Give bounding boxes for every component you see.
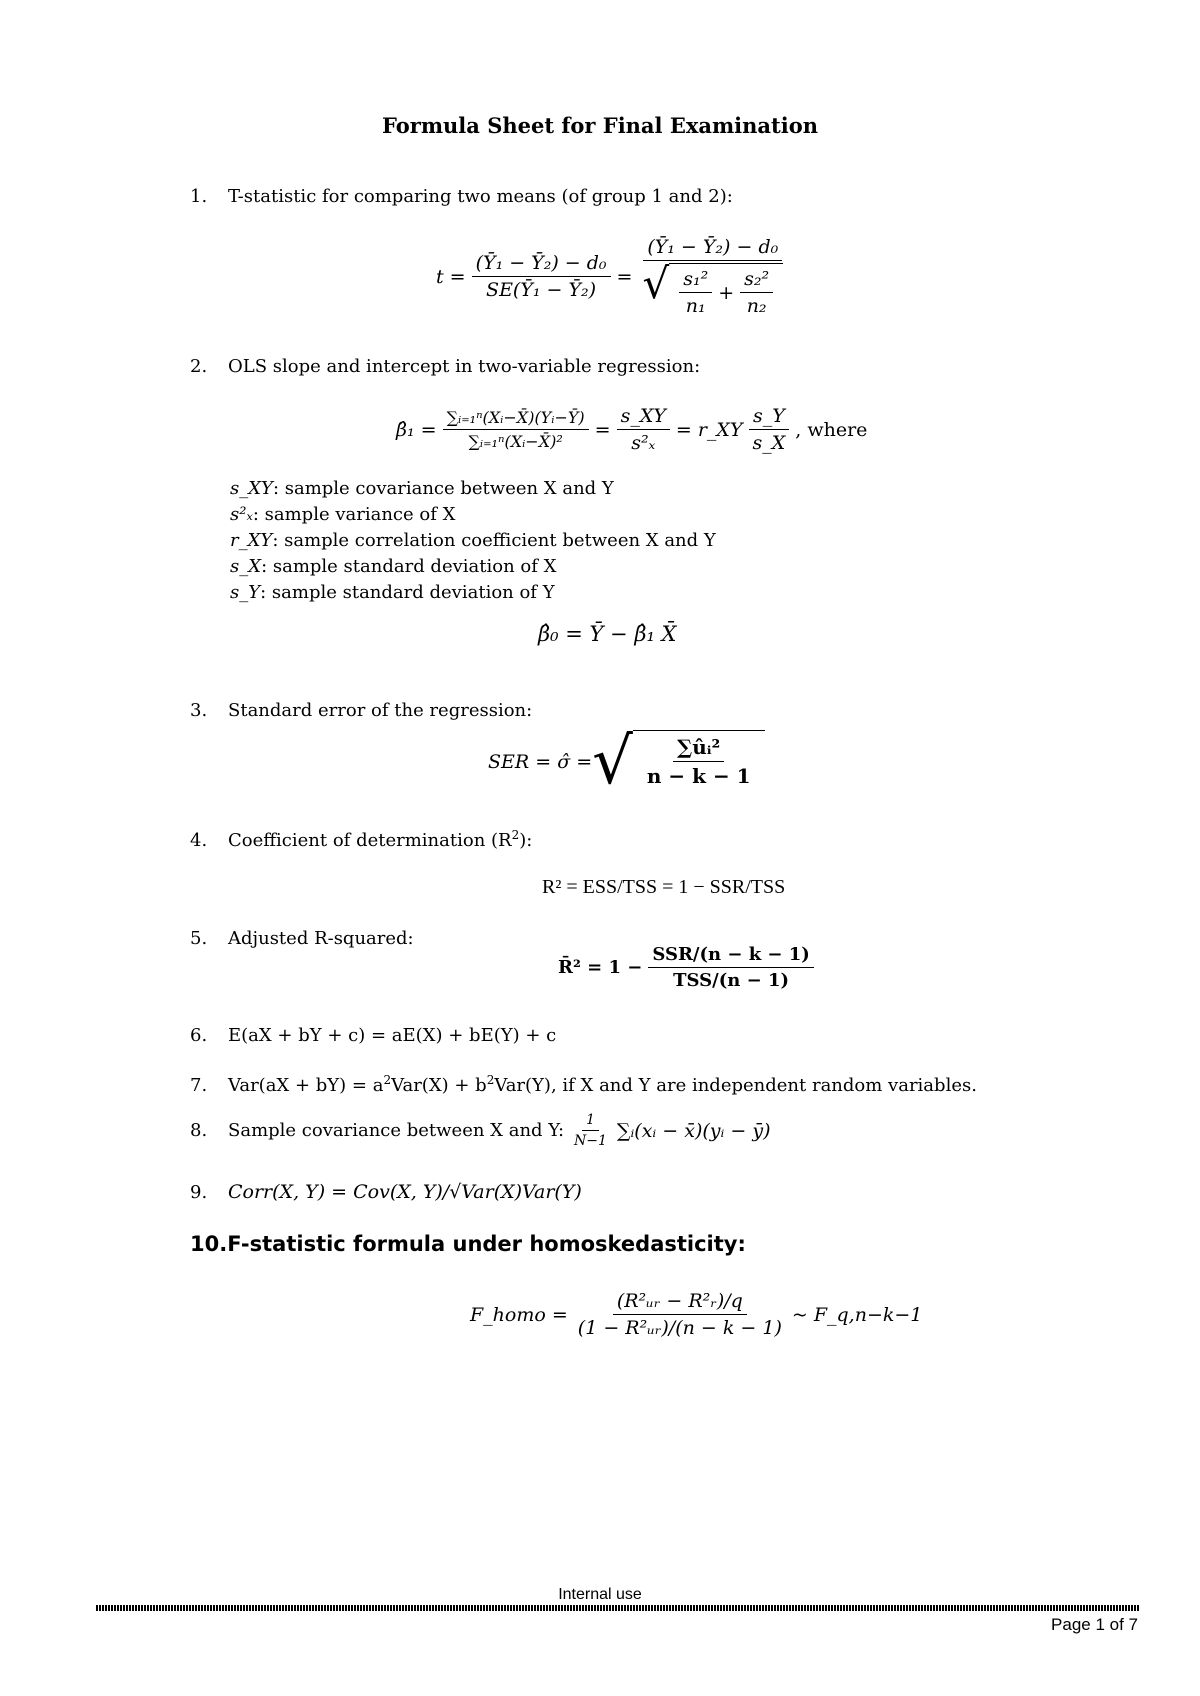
item-1: [190, 186, 733, 207]
page-title: Formula Sheet for Final Examination: [381, 113, 818, 138]
numerator: (R²ᵤᵣ − R²ᵣ)/q: [613, 1290, 747, 1315]
numerator: s₁²: [679, 268, 712, 293]
formula-part: ~ F_q,n−k−1: [791, 1303, 923, 1326]
footer-internal-use: Internal use: [558, 1586, 642, 1603]
numerator: (Ȳ₁ − Ȳ₂) − d₀: [472, 252, 611, 277]
item-text: Coefficient of determination (R: [228, 830, 512, 851]
formula-part: r_XY: [697, 418, 743, 441]
definition: s_Y: sample standard deviation of Y: [230, 582, 555, 603]
formula-part: t =: [436, 265, 466, 288]
definition: s²ₓ: sample variance of X: [230, 504, 456, 525]
page-number: Page 1 of 7: [1051, 1615, 1138, 1634]
item-3: [190, 700, 532, 721]
item-number: 8.: [190, 1120, 208, 1141]
item-text: Standard error of the regression:: [228, 700, 533, 721]
formula-f-statistic: [470, 1290, 922, 1339]
item-number: 4.: [190, 830, 208, 851]
item-number: 10.: [190, 1232, 228, 1256]
definition: s_XY: sample covariance between X and Y: [230, 478, 614, 499]
denominator: N−1: [574, 1133, 607, 1149]
denominator: (1 − R²ᵤᵣ)/(n − k − 1): [577, 1317, 782, 1339]
square-root: √ $\frac{\text{s₁²}}{\text{n₁}}$ + $\frac{\text{s₂²}}{\text{n₂}}$: [642, 263, 783, 317]
item-2: [190, 356, 700, 377]
item-text: Sample covariance between X and Y:: [228, 1120, 565, 1141]
denominator: s²ₓ: [631, 432, 656, 454]
definition: s_X: sample standard deviation of X: [230, 556, 557, 577]
item-9: [190, 1181, 582, 1203]
item-10-heading: [190, 1232, 746, 1256]
item-number: 3.: [190, 700, 208, 721]
denominator: n − k − 1: [646, 764, 751, 788]
denominator: [638, 261, 787, 317]
formula-part: ∑ᵢ(xᵢ − x̄)(yᵢ − ȳ): [616, 1119, 771, 1142]
item-text: Adjusted R-squared:: [228, 928, 414, 949]
item-number: 7.: [190, 1075, 208, 1096]
item-text: Var(aX + bY) = a: [228, 1075, 384, 1096]
item-text: F-statistic formula under homoskedasticity:: [227, 1232, 746, 1256]
item-number: 2.: [190, 356, 208, 377]
denominator: ∑ᵢ₌₁ⁿ(Xᵢ−X̄)²: [468, 432, 563, 451]
numerator: s_XY: [617, 405, 670, 430]
fraction: [472, 252, 611, 301]
superscript: 2: [486, 1073, 495, 1087]
item-number: 6.: [190, 1025, 208, 1046]
item-4: [190, 828, 532, 851]
denominator: SE(Ȳ₁ − Ȳ₂): [486, 279, 597, 301]
item-number: 5.: [190, 928, 208, 949]
item-text: ):: [519, 830, 533, 851]
definitions-list: [230, 476, 716, 606]
item-text: T-statistic for comparing two means (of group 1 and 2):: [228, 186, 733, 207]
item-7: [190, 1073, 977, 1096]
item-text: OLS slope and intercept in two-variable regression:: [228, 356, 701, 377]
item-text: Var(Y), if X and Y are independent random variables.: [494, 1075, 977, 1096]
formula-t-statistic: t = $\frac{\text{(Ȳ₁ − Ȳ₂) − d₀}}{\text{SE(Ȳ₁ − Ȳ₂)}}$ = (Ȳ₁ − Ȳ₂) − d₀ √ $\frac{\text{s₁²}}{\text{n₁}}$ + $\frac{\text{s₂²}}{\text{n₂}}$: [436, 236, 793, 317]
superscript: 2: [511, 828, 520, 842]
numerator: ∑ûᵢ²: [673, 735, 724, 762]
item-8: [190, 1112, 770, 1149]
formula-correlation: Corr(X, Y) = Cov(X, Y)/√Var(X)Var(Y): [228, 1181, 582, 1203]
numerator: (Ȳ₁ − Ȳ₂) − d₀: [643, 236, 782, 261]
fraction: [638, 236, 787, 317]
denominator: n₁: [685, 295, 706, 317]
formula-ols-intercept: β̂₀ = Ȳ − β̂₁ X̄: [538, 622, 677, 646]
footer-divider: [96, 1605, 1140, 1611]
formula-part: F_homo =: [470, 1303, 568, 1326]
item-6: [190, 1025, 556, 1046]
formula-part: , where: [795, 418, 868, 441]
square-root: √ $\frac{\text{∑ûᵢ²}}{n - k - 1}$: [592, 730, 764, 794]
item-number: 9.: [190, 1182, 208, 1203]
numerator: 1: [582, 1112, 599, 1131]
formula-part: SER = σ̂ =: [488, 751, 593, 773]
item-number: 1.: [190, 186, 208, 207]
denominator: s_X: [752, 432, 786, 454]
superscript: 2: [383, 1073, 392, 1087]
numerator: s_Y: [749, 405, 789, 430]
formula-r-squared: R² = ESS/TSS = 1 − SSR/TSS: [542, 876, 786, 898]
numerator: SSR/(n − k − 1): [648, 944, 813, 968]
item-text: E(aX + bY + c) = aE(X) + bE(Y) + c: [228, 1025, 557, 1046]
formula-adjusted-r-squared: [558, 944, 820, 991]
definition: r_XY: sample correlation coefficient between X and Y: [230, 530, 716, 551]
item-5: [190, 928, 414, 949]
denominator: TSS/(n − 1): [673, 970, 789, 991]
formula-ser: [488, 725, 765, 799]
formula-part: β̂₁ =: [396, 418, 437, 441]
formula-ols-slope: β̂₁ = $\frac{\text{∑ᵢ₌₁ⁿ(Xᵢ−X̄)(Yᵢ−Ȳ)}}{\text{∑ᵢ₌₁ⁿ(Xᵢ−X̄)²}}$ = $\frac{s\_XY}{\text{s²ₓ}}$ = r_XY $\frac{s\_Y}{s\_X}$ , where: [396, 405, 868, 454]
numerator: ∑ᵢ₌₁ⁿ(Xᵢ−X̄)(Yᵢ−Ȳ): [443, 408, 589, 430]
denominator: n₂: [746, 295, 767, 317]
formula-part: R̄² = 1 −: [558, 957, 643, 978]
item-text: Var(X) + b: [391, 1075, 487, 1096]
numerator: s₂²: [740, 268, 773, 293]
